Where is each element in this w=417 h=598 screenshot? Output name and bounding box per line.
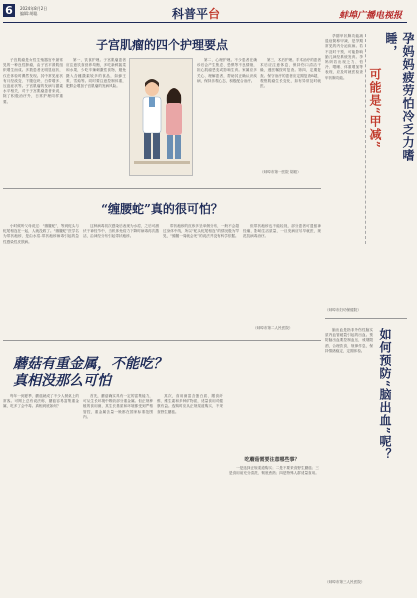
side-text2-p: 脑出血是指非外伤性脑实质内血管破裂引起的出血。预防脑出血要控制血压，戒烟限酒，合理饮食，规律作息，保持情绪稳定，定期体检。: [325, 328, 373, 353]
page-number: 6: [3, 4, 15, 17]
page-header: [0, 0, 410, 30]
article2-col3-text: 带状疱疹的皮疹多呈单侧分布，一般不会超过身体中线，所以“蛇头蛇尾相连”的情况极为罕见，“缠腰一周就会死”的说法并没有科学依据。: [163, 224, 239, 239]
article2-title: “缠腰蛇”真的很可怕？: [101, 202, 223, 216]
article3-col4: [229, 466, 319, 590]
article3-title-line2: 真相没那么可怕: [13, 373, 111, 389]
article3-col3: [157, 394, 223, 590]
side-text1: [325, 34, 363, 304]
divider-2: [3, 340, 321, 341]
article3-col1-text: 每年一到夏季，蘑菇就成了不少人餐桌上的常客。可网上总有说法称，蘑菇容易富集重金属，吃多了会中毒。真相到底如何？: [3, 394, 79, 409]
side-author1: （蚌埠市妇幼保健院）: [325, 308, 361, 312]
article2-col2: [83, 224, 159, 332]
article2-col1: [3, 224, 79, 332]
side-title2: 如何预防“脑出血”呢？: [378, 328, 392, 461]
date-line: 2024年8月2日: [20, 6, 48, 11]
divider-1: [3, 188, 321, 189]
doctor-patient-illustration: [129, 58, 193, 176]
header-rule: [3, 22, 407, 23]
side-divider: [325, 318, 407, 319]
section-prefix: 科普平: [172, 7, 209, 21]
article1-title: 子宫肌瘤的四个护理要点: [95, 38, 228, 52]
article2-col2-text: 这种病毒初次感染后表现为水痘，之后可潜伏于神经节中，当机体免疫力下降时病毒再次激活，沿神经分布引起带状疱疹。: [83, 224, 159, 239]
article2-col3: [163, 224, 239, 332]
main-column: [3, 28, 321, 594]
article1-col1-text: 子宫肌瘤是女性生殖器官中最常见的一种良性肿瘤，由子宫平滑肌组织增生而成。多数患者无明显症状，仅在体检时偶然发现。其中常见症状有月经改变、下腹包块、白带增多、压迫症状等。子宫肌瘤的发病与激素水平相关，对于子宫肌瘤患者来说，除了积极治疗外，日常护理同样重要。: [3, 58, 63, 104]
side-title1-b-text: 可能是“甲减”: [368, 68, 382, 149]
article1-author: （蚌埠市第一医院 胡聪）: [260, 170, 301, 174]
article3-col4-text: 一是选择正规渠道购买；二是不要采食野生蘑菇；三是食用前充分清洗、彻底煮熟；四是特殊人群适量食用。: [229, 466, 319, 476]
article1-col4: [260, 58, 321, 168]
side-author2: （蚌埠市第三人民医院）: [325, 580, 365, 584]
side-text1-p: 孕期甲状腺功能减退症简称甲减，是孕期常见的内分泌疾病。若不及时干预，可能影响胎儿神经系统发育。孕妈妈若出现乏力、怕冷、嗜睡、体重增加等表现，应及时就医检查甲状腺功能。: [325, 34, 363, 80]
editor-line: 编辑:胡聪: [20, 11, 38, 16]
article3-col1: [3, 394, 79, 590]
article1-col1: [3, 58, 63, 176]
article2-col4-text: 但带状疱疹也不能轻视，部分患者可遗留神经痛，影响生活质量，一旦发病应尽早就医，规范抗病毒治疗。: [243, 224, 321, 239]
side-title1-a: 孕妈妈疲劳怕冷乏力嗜睡，: [384, 32, 415, 162]
brand-logo: 蚌埠广播电视报: [338, 11, 402, 21]
article1-col2: [66, 58, 126, 176]
section-suffix: 台: [208, 7, 221, 21]
article2-col1-text: 小时候听父母说过：“缠腰蛇”，等到蛇头与蛇尾相连在一起，人就没救了。“缠腰蛇”医学名为带状疱疹，是由水痘-带状疱疹病毒引起的急性感染性皮肤病。: [3, 224, 79, 244]
article2-author: （蚌埠市第二人民医院）: [253, 326, 293, 330]
article1-col2-text: 第一，饮食护理。子宫肌瘤患者应注意饮食营养均衡，多吃新鲜蔬菜和水果，少吃辛辣刺激性食物，避免摄入含雌激素较多的食品，如蜂王浆、雪蛤等。同时要注意控制体重，肥胖会增加子宫肌瘤的发病风险。: [66, 58, 126, 89]
side-rule-1: [365, 34, 366, 244]
side-text2: [325, 328, 373, 578]
article3-col3-text: 其次，食用菌富含蛋白质、膳食纤维、维生素和多种矿物质，适量食用对健康有益。选购时应从正规渠道购买，不采食野生蘑菇。: [157, 394, 223, 414]
article3-col2-text: 首先，蘑菇确实具有一定的富集能力，可从生长环境中吸收部分重金属。但正规种植的食用菌，其生长基质和环境都受到严格管控，重金属含量一般都在国家标准范围内。: [83, 394, 153, 419]
section-title: [172, 5, 220, 22]
side-title1-b: [367, 68, 384, 198]
article3-subtitle: 吃蘑菇需要注意哪些事？: [244, 457, 300, 463]
article1-col4-text: 第三，术后护理。手术治疗的患者术后应注意休息，保持伤口清洁干燥，遵医嘱按时复查。第四，定期复查。保守治疗的患者应定期复查B超，观察肌瘤生长变化，如有异常及时就医。: [260, 58, 321, 89]
article1-col3: [197, 58, 257, 176]
date-block: [20, 6, 47, 16]
article2-col4: [243, 224, 321, 324]
article1-col3-text: 第二，心理护理。不少患者在确诊后会产生焦虑、恐惧等不良情绪，担心肌瘤恶变或影响生育。家属应多关心、理解患者，帮助其正确认识疾病，保持乐观心态，积极配合治疗。: [197, 58, 257, 83]
side-column: [325, 28, 415, 594]
article3-title-line1: 蘑菇有重金属，不能吃？: [13, 356, 167, 372]
article3-col2: [83, 394, 153, 590]
